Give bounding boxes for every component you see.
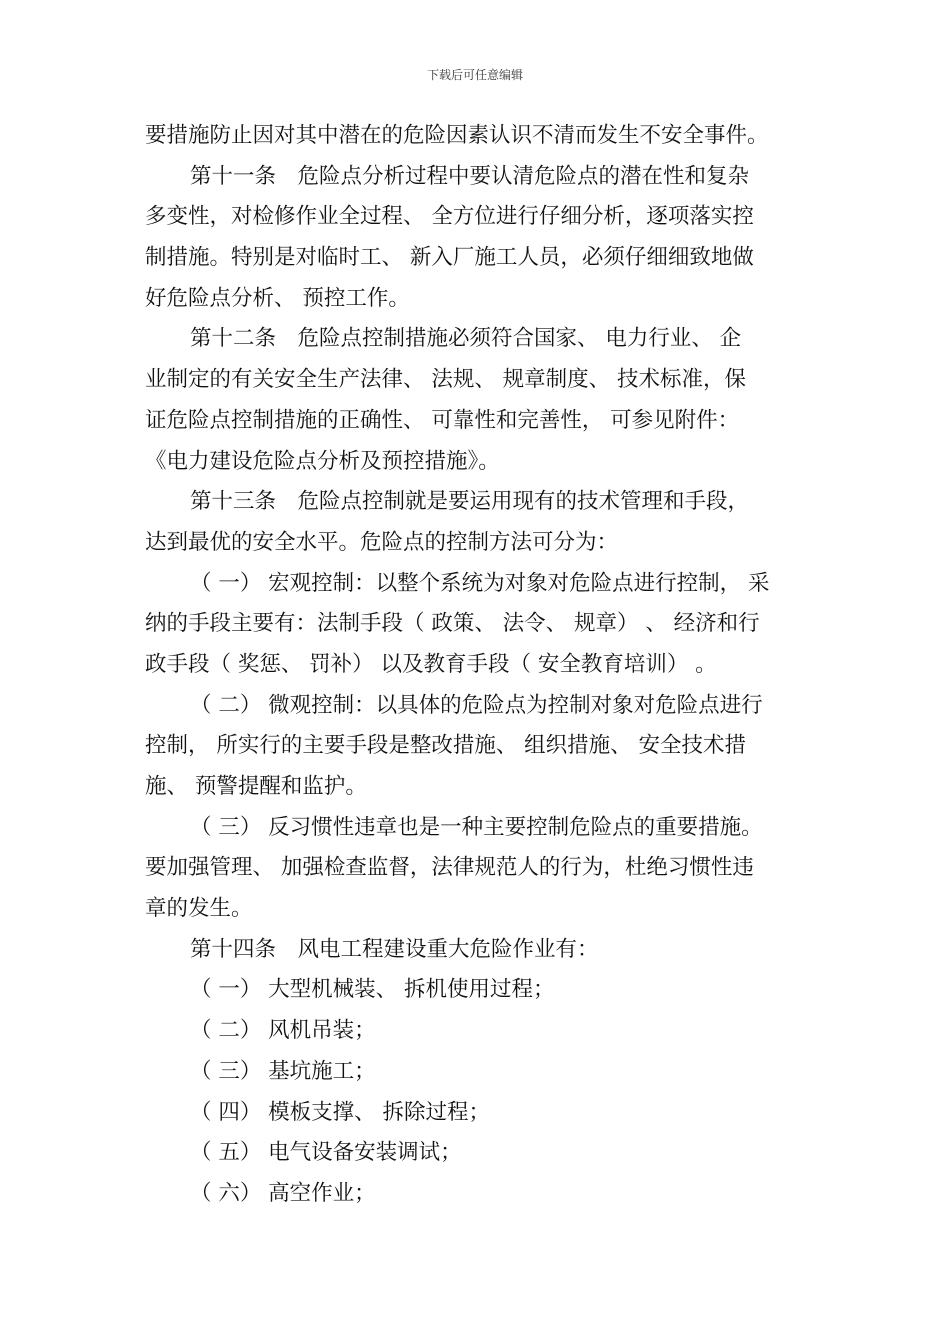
text-line: 要加强管理、 加强检查监督，法律规范人的行为，杜绝习惯性违 <box>145 855 754 881</box>
text-line: （ 一） 大型机械装、 拆机使用过程； <box>190 977 555 1003</box>
text-line: 控制， 所实行的主要手段是整改措施、 组织措施、 安全技术措 <box>145 733 747 759</box>
page-header: 下载后可任意编辑 <box>426 68 523 82</box>
text-line: 章的发生。 <box>145 896 253 922</box>
text-line: 纳的手段主要有：法制手段（ 政策、 法令、 规章） 、 经济和行 <box>145 611 760 637</box>
text-line: 多变性，对检修作业全过程、 全方位进行仔细分析，逐项落实控 <box>145 204 754 230</box>
text-line: 第十一条 危险点分析过程中要认清危险点的潜在性和复杂 <box>190 163 750 189</box>
text-line: （ 六） 高空作业； <box>190 1180 376 1206</box>
text-line: 政手段（ 奖惩、 罚补） 以及教育手段（ 安全教育培训） 。 <box>145 651 717 677</box>
text-line: 要措施防止因对其中潜在的危险因素认识不清而发生不安全事件。 <box>145 123 769 148</box>
text-line: （ 二） 微观控制：以具体的危险点为控制对象对危险点进行 <box>190 692 763 718</box>
text-line: 制措施。特别是对临时工、 新入厂施工人员，必须仔细细致地做 <box>145 245 754 271</box>
text-line: 证危险点控制措施的正确性、 可靠性和完善性， 可参见附件： <box>145 407 740 433</box>
text-line: 施、 预警提醒和监护。 <box>145 774 367 799</box>
text-line: （ 三） 反习惯性违章也是一种主要控制危险点的重要措施。 <box>190 814 763 840</box>
text-line: 达到最优的安全水平。危险点的控制方法可分为： <box>145 529 619 555</box>
text-line: 第十三条 危险点控制就是要运用现有的技术管理和手段， <box>190 489 750 515</box>
text-line: 《电力建设危险点分析及预控措施》。 <box>145 448 500 474</box>
text-line: （ 五） 电气设备安装调试； <box>190 1140 462 1166</box>
text-line: （ 一） 宏观控制：以整个系统为对象对危险点进行控制， 采 <box>190 570 770 596</box>
text-line: 业制定的有关安全生产法律、 法规、 规章制度、 技术标准，保 <box>145 367 747 393</box>
text-line: 好危险点分析、 预控工作。 <box>145 285 410 311</box>
text-line: （ 二） 风机吊装； <box>190 1018 376 1044</box>
text-line: 第十二条 危险点控制措施必须符合国家、 电力行业、 企 <box>190 326 742 352</box>
document-body <box>145 116 810 1215</box>
text-line: （ 三） 基坑施工； <box>190 1058 376 1084</box>
text-line: 第十四条 风电工程建设重大危险作业有： <box>190 936 599 962</box>
text-line: （ 四） 模板支撑、 拆除过程； <box>190 1099 491 1125</box>
